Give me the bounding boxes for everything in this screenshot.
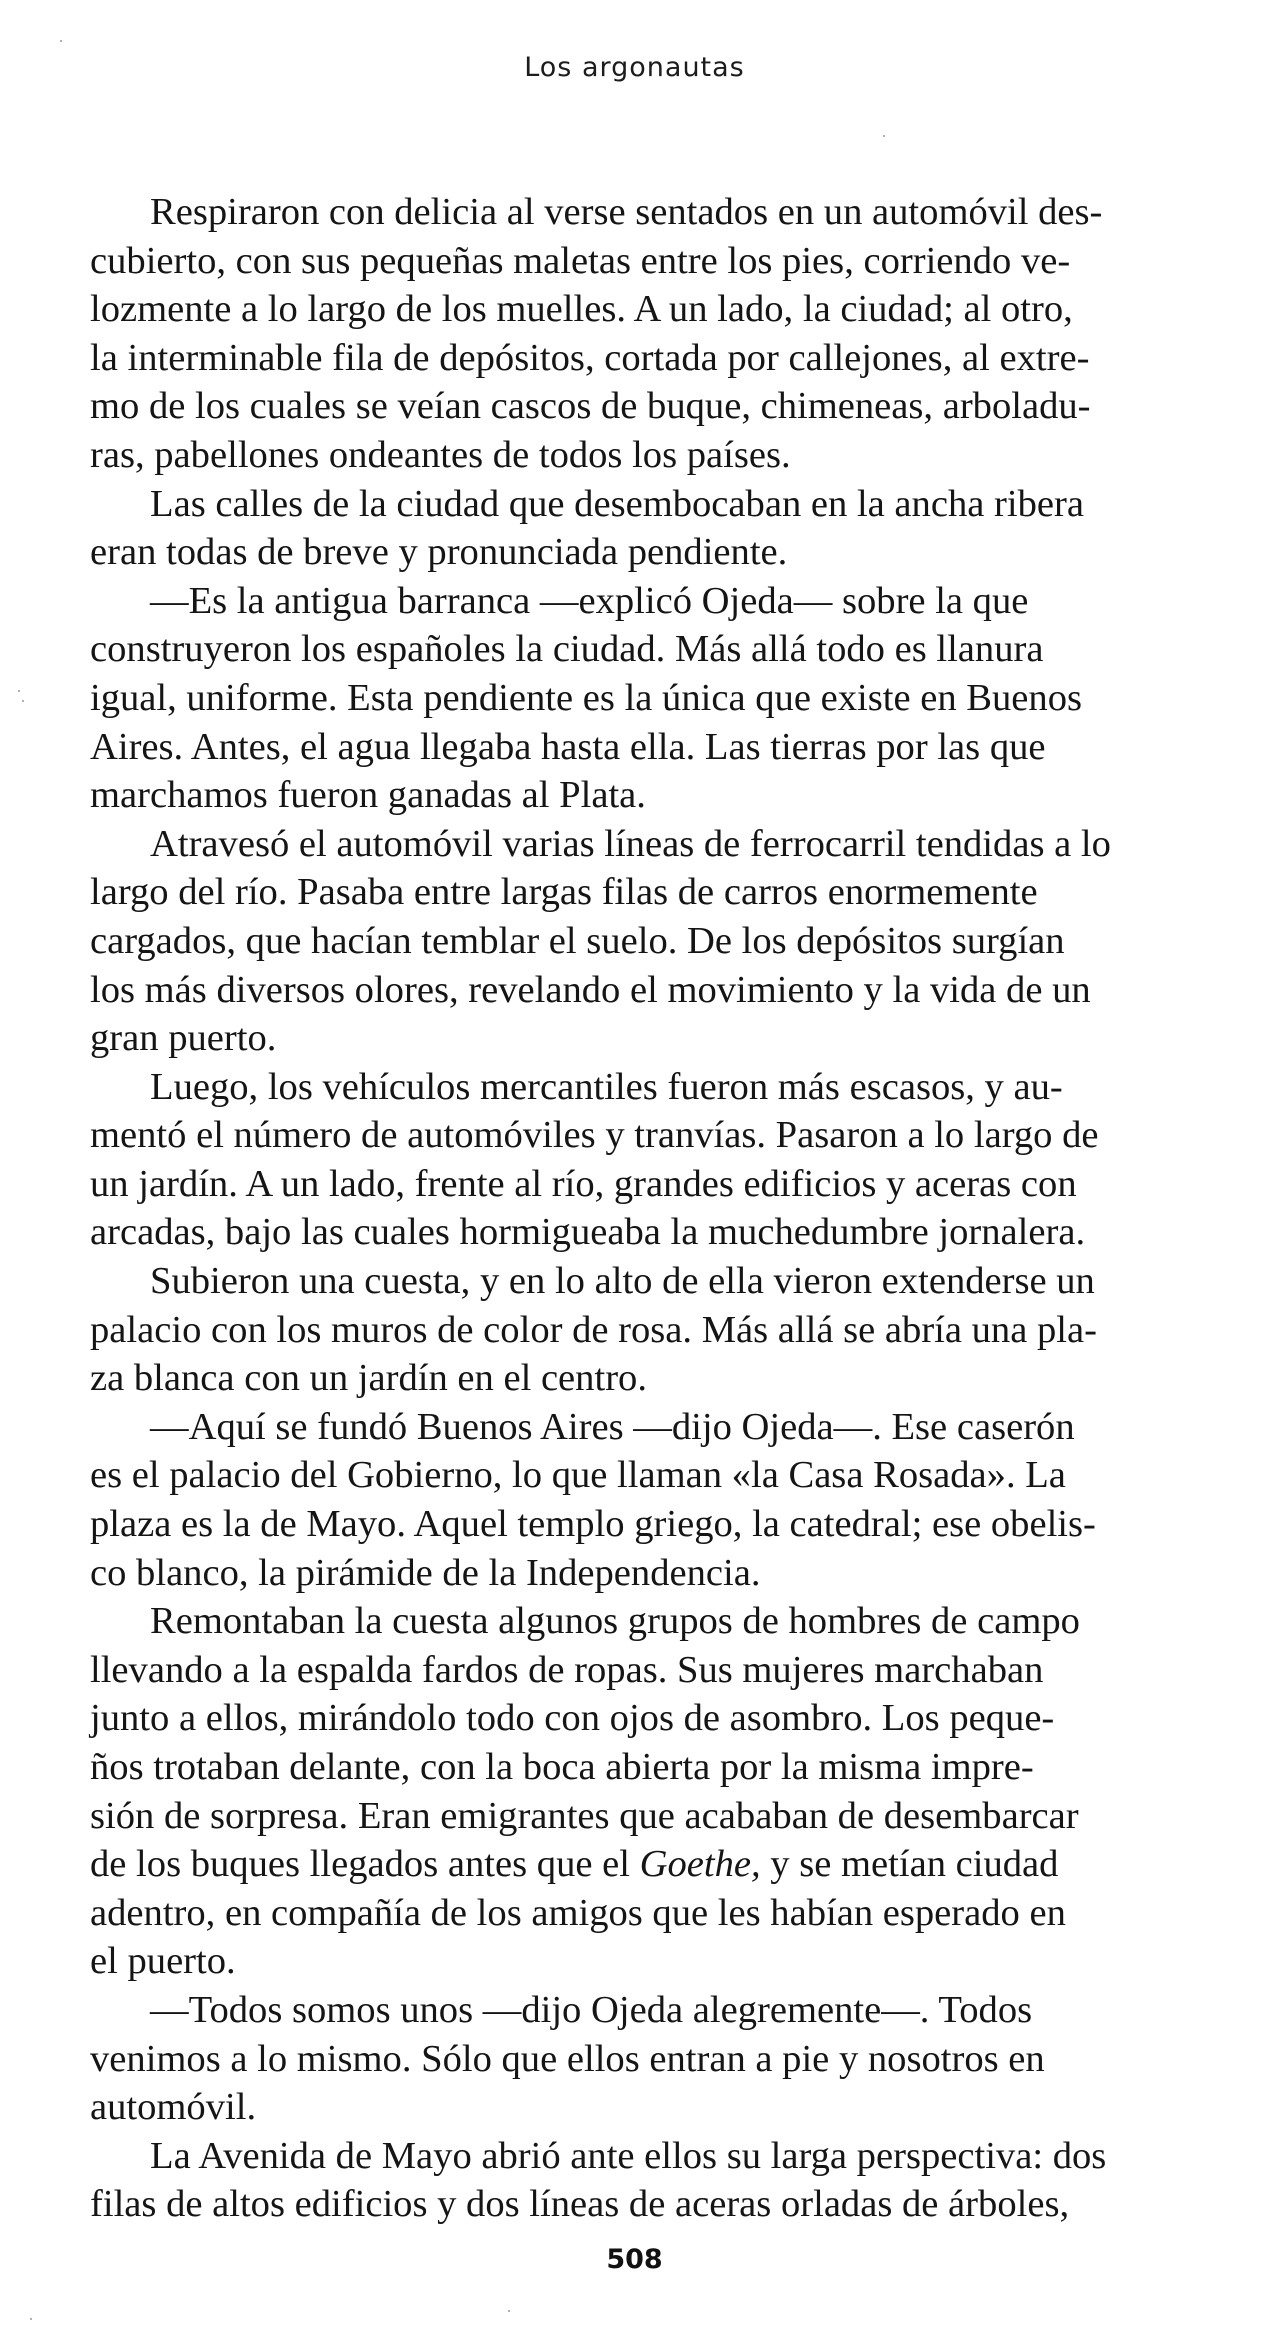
scan-speck <box>883 135 885 137</box>
scan-speck <box>22 700 24 702</box>
paragraph: —Aquí se fundó Buenos Aires —dijo Ojeda—. Ese caserón es el palacio del Gobierno, lo que llaman «la Casa Rosada». La plaza es la de Mayo. Aquel templo griego, la catedral; ese obelis- co blanco, la pirámide de la Independencia. <box>90 1405 1096 1594</box>
paragraph-with-italic <box>90 1597 1197 1986</box>
scan-speck <box>60 40 62 42</box>
paragraph: —Es la antigua barranca —explicó Ojeda— sobre la que construyeron los españoles la ciudad. Más allá todo es llanura igual, uniforme. Esta pendiente es la única que existe en Buenos Aires. Antes, el agua llegaba hasta ella. Las tierras por las que marchamos fueron ganadas al Plata. <box>90 579 1083 817</box>
scan-speck <box>18 690 20 692</box>
running-header: Los argonautas <box>524 52 745 83</box>
scan-speck <box>508 2310 510 2312</box>
paragraph: Luego, los vehículos mercantiles fueron más escasos, y au- mentó el número de automóviles y tranvías. Pasaron a lo largo de un jardín. A un lado, frente al río, grandes edificios y aceras con arcadas, bajo las cuales hormigueaba la muchedumbre jornalera. <box>90 1065 1099 1254</box>
paragraph: Subieron una cuesta, y en lo alto de ella vieron extenderse un palacio con los muros de color de rosa. Más allá se abría una pla- za blanca con un jardín en el centro. <box>90 1260 1097 1400</box>
paragraph-text: Remontaban la cuesta algunos grupos de hombres de campo llevando a la espalda fardos de ropas. Sus mujeres marchaban junto a ellos, mirándolo todo con ojos de asombro. Los peque- ños trotaban delante, con la boca abierta por la misma impre- sión de sorpresa. Eran emigrantes que acababan de desembarcar de los buques llegados antes que el <box>90 1600 1080 1886</box>
scan-speck <box>30 2318 32 2320</box>
paragraph: —Todos somos unos —dijo Ojeda alegremente—. Todos venimos a lo mismo. Sólo que ellos entran a pie y nosotros en automóvil. <box>90 1988 1045 2129</box>
ship-name-italic: Goethe, <box>639 1843 761 1886</box>
page-number: 508 <box>606 2244 663 2275</box>
paragraph: La Avenida de Mayo abrió ante ellos su larga perspectiva: dos filas de altos edificios y dos líneas de aceras orladas de árboles, <box>90 2134 1107 2226</box>
paragraph: Las calles de la ciudad que desembocaban en la ancha ribera eran todas de breve y pronunciada pendiente. <box>90 482 1084 574</box>
body-text <box>90 188 1197 2229</box>
paragraph-text: y se metían ciudad adentro, en compañía de los amigos que les habían esperado en el puerto. <box>90 1843 1066 1983</box>
paragraph: Respiraron con delicia al verse sentados en un automóvil des- cubierto, con sus pequeñas maletas entre los pies, corriendo ve- lozmente a lo largo de los muelles. A un lado, la ciudad; al otro, la interminable fila de depósitos, cortada por callejones, al extre- mo de los cuales se veían cascos de buque, chimeneas, arboladu- ras, pabellones ondeantes de todos los países. <box>90 191 1103 476</box>
paragraph: Atravesó el automóvil varias líneas de ferrocarril tendidas a lo largo del río. Pasaba entre largas filas de carros enormemente cargados, que hacían temblar el suelo. De los depósitos surgían los más diversos olores, revelando el movimiento y la vida de un gran puerto. <box>90 822 1111 1060</box>
